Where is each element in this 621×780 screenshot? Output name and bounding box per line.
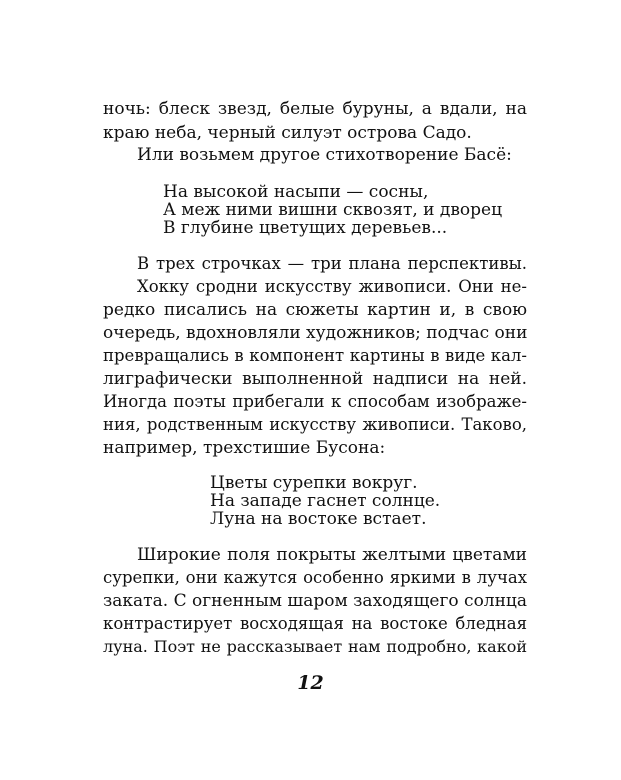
text-line: краю неба, черный силуэт острова Садо. [103, 123, 472, 143]
poem-line: Луна на востоке встает. [210, 509, 427, 529]
page-number: 12 [297, 672, 324, 694]
text-line: например, трехстишие Бусона: [103, 438, 386, 458]
poem-line: На западе гаснет солнце. [210, 491, 441, 511]
poem-basho [163, 183, 502, 237]
text-line: луна. Поэт не рассказывает нам подробно, какой [103, 637, 527, 656]
poem-line: А меж ними вишни сквозят, и дворец [163, 200, 503, 220]
text-line: ния, родственным искусству живописи. Таково, [103, 415, 527, 434]
poem-line: Цветы сурепки вокруг. [210, 473, 418, 493]
text-line: редко писались на сюжеты картин и, в свою [103, 300, 527, 320]
text-line: сурепки, они кажутся особенно яркими в лучах [103, 568, 527, 587]
text-line: лиграфически выполненной надписи на ней. [103, 369, 527, 389]
text-line: ночь: блеск звезд, белые буруны, а вдали, на [103, 99, 527, 119]
text-line: превращались в компонент картины в виде кал- [103, 346, 527, 365]
text-line: Или возьмем другое стихотворение Басё: [137, 145, 512, 165]
text-line: Хокку сродни искусству живописи. Они не- [137, 277, 527, 296]
text-line: очередь, вдохновляли художников; подчас они [103, 323, 528, 343]
poem-line: В глубине цветущих деревьев... [163, 218, 448, 238]
text-line: контрастирует восходящая на востоке бледная [103, 614, 527, 633]
text-line: Широкие поля покрыты желтыми цветами [137, 545, 527, 565]
poem-line: На высокой насыпи — сосны, [163, 182, 429, 202]
text-line: В трех строчках — три плана перспективы. [137, 254, 527, 273]
poem-buson [210, 474, 440, 528]
text-line: Иногда поэты прибегали к способам изображе- [103, 392, 527, 411]
text-line: заката. С огненным шаром заходящего солнца [103, 591, 527, 611]
